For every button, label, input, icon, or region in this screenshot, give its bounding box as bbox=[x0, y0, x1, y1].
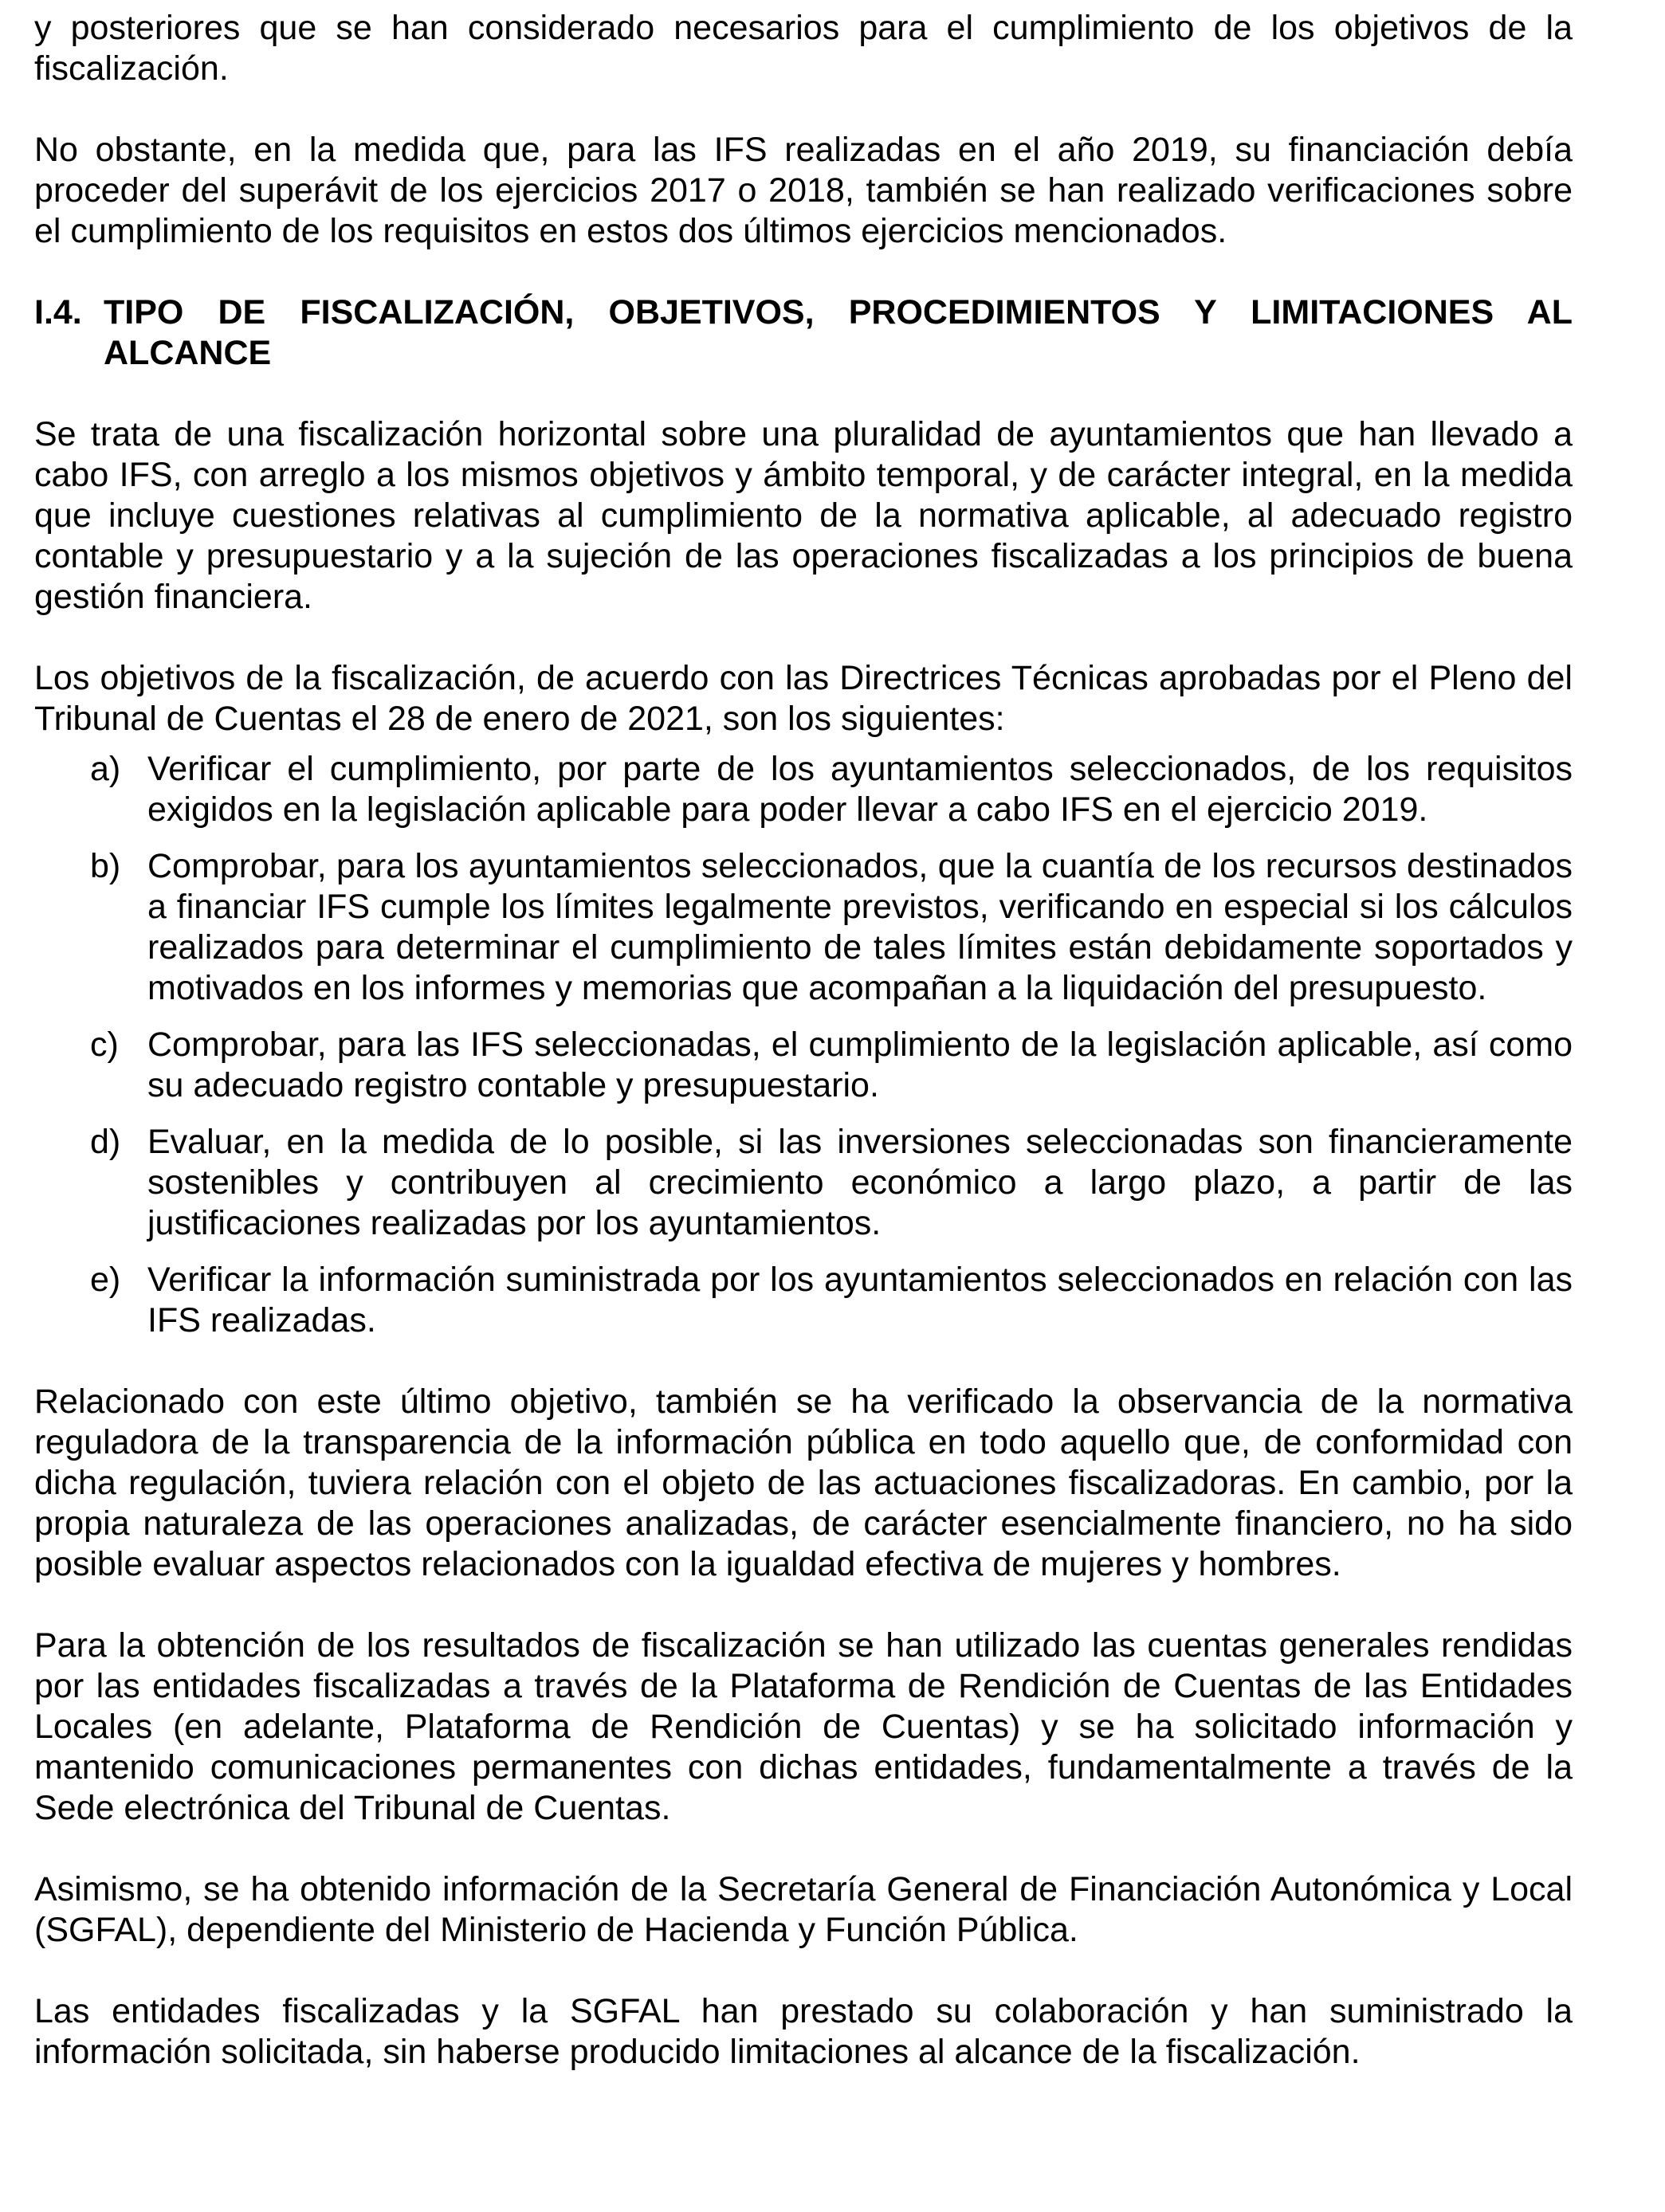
paragraph-audit-type: Se trata de una fiscalización horizontal sobre una pluralidad de ayuntamientos que han llevado a cabo IFS, con arreglo a los mismos objetivos y ámbito temporal, y de carácter integral, en la medida que incluye cuestiones relativas al cumplimiento de la normativa aplicable, al adecuado registro contable y presupuestario y a la sujeción de las operaciones fiscalizadas a los principios de buena gestión financiera. bbox=[34, 415, 1573, 616]
paragraph-collaboration: Las entidades fiscalizadas y la SGFAL han prestado su colaboración y han suministrado la información solicitada, sin haberse producido limitaciones al alcance de la fiscalización. bbox=[34, 1992, 1573, 2071]
paragraph-financing-note: No obstante, en la medida que, para las IFS realizadas en el año 2019, su financiación debía proceder del superávit de los ejercicios 2017 o 2018, también se han realizado verificaciones sobre el cumplimiento de los requisitos en estos dos últimos ejercicios mencionados. bbox=[34, 131, 1573, 250]
list-marker: d) bbox=[90, 1123, 121, 1161]
paragraph-sources: Para la obtención de los resultados de fiscalización se han utilizado las cuentas generales rendidas por las entidades fiscalizadas a través de la Plataforma de Rendición de Cuentas de las Entidades Locales (en adelante, Plataforma de Rendición de Cuentas) y se ha solicitado información y mantenido comunicaciones permanentes con dichas entidades, fundamentalmente a través de la Sede electrónica del Tribunal de Cuentas. bbox=[34, 1626, 1573, 1827]
list-item-text: Verificar el cumplimiento, por parte de los ayuntamientos seleccionados, de los requisitos exigidos en la legislación aplicable para poder llevar a cabo IFS en el ejercicio 2019. bbox=[147, 750, 1573, 829]
objectives-list bbox=[34, 749, 1573, 1341]
list-item-text: Comprobar, para las IFS seleccionadas, el cumplimiento de la legislación aplicable, así como su adecuado registro contable y presupuestario. bbox=[147, 1026, 1573, 1104]
list-item-text: Comprobar, para los ayuntamientos seleccionados, que la cuantía de los recursos destinados a financiar IFS cumple los límites legalmente previstos, verificando en especial si los cálculos realizados para determinar el cumplimiento de tales límites están debidamente soportados y motivados en los informes y memorias que acompañan a la liquidación del presupuesto. bbox=[147, 847, 1573, 1007]
section-number: I.4. bbox=[34, 293, 82, 331]
list-item bbox=[34, 1260, 1573, 1341]
list-item-text: Verificar la información suministrada por los ayuntamientos seleccionados en relación con las IFS realizadas. bbox=[147, 1261, 1573, 1339]
list-item bbox=[34, 1025, 1573, 1106]
paragraph-continuation: y posteriores que se han considerado necesarios para el cumplimiento de los objetivos de la fiscalización. bbox=[34, 9, 1573, 88]
list-marker: e) bbox=[90, 1261, 121, 1299]
list-marker: a) bbox=[90, 750, 121, 788]
list-item bbox=[34, 749, 1573, 830]
list-item bbox=[34, 846, 1573, 1009]
paragraph-sgfal: Asimismo, se ha obtenido información de la Secretaría General de Financiación Autonómica y Local (SGFAL), dependiente del Ministerio de Hacienda y Función Pública. bbox=[34, 1870, 1573, 1949]
list-marker: b) bbox=[90, 847, 121, 885]
list-item-text: Evaluar, en la medida de lo posible, si las inversiones seleccionadas son financieramente sostenibles y contribuyen al crecimiento económico a largo plazo, a partir de las justificaciones realizadas por los ayuntamientos. bbox=[147, 1123, 1573, 1242]
list-marker: c) bbox=[90, 1026, 119, 1064]
section-title: TIPO DE FISCALIZACIÓN, OBJETIVOS, PROCEDIMIENTOS Y LIMITACIONES AL ALCANCE bbox=[104, 293, 1573, 372]
document-page bbox=[34, 8, 1573, 2113]
paragraph-transparency: Relacionado con este último objetivo, también se ha verificado la observancia de la normativa reguladora de la transparencia de la información pública en todo aquello que, de conformidad con dicha regulación, tuviera relación con el objeto de las actuaciones fiscalizadoras. En cambio, por la propia naturaleza de las operaciones analizadas, de carácter esencialmente financiero, no ha sido posible evaluar aspectos relacionados con la igualdad efectiva de mujeres y hombres. bbox=[34, 1382, 1573, 1583]
list-item bbox=[34, 1122, 1573, 1244]
paragraph-objectives-intro: Los objetivos de la fiscalización, de acuerdo con las Directrices Técnicas aprobadas por el Pleno del Tribunal de Cuentas el 28 de enero de 2021, son los siguientes: bbox=[34, 659, 1573, 738]
section-heading bbox=[34, 292, 1573, 374]
